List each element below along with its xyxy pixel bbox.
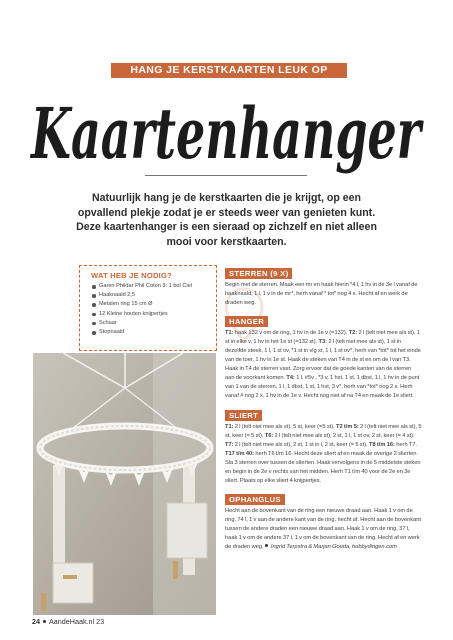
materials-item: Metalen ring 15 cm Ø [91,300,210,309]
section-heading-sliert: SLIERT [225,410,262,421]
ophanglus-text: Hecht aan de bovenkant van de ring een nieuwe draad aan. Haak 1 v om de ring, 74 l, 1 v aan de andere kant van de ring, hecht af. Hecht aan de bovenkant tussen de andere draden een nieuwe draad aan. Haak 1 v om de ring, 37 l, haak 1 v om de andere 37 l, 1 v om de bovenkant van de ring. Hecht af en werk de draden weg. Ingrid Terpstra & Marjan Gouda, hobbydingen.com [225,507,421,551]
materials-box [79,265,217,351]
instructions-column [225,263,422,555]
card-hanger-illustration [33,353,216,615]
title-divider [145,175,307,176]
materials-item: Schaar [91,319,210,328]
section-heading-hanger: HANGER [225,316,268,327]
hanger-text: T1: haak 132 v om de ring, 1 hv in de 1e v (=132). T2: 2 l (telt niet mee als st), 1 st in elke v, 1 hv in het 1e st (=132 st). T3: 2 l (telt niet mee als st), 1 st in dezelfde steek, 1 l, 1 st ov, *1 st in vlg st, 1 l, 1 st ov*, herh van *tot* tot het einde van de toer, 1 hv in 1e st. Haak de steken van T4 in de st en om de l van T3. Haak in T4 de sterren vast. Zorg ervoor dat de goede kanten van de sterren aan de voorkant komen. T4: 1 l, #5v , *3 v, 1 hst, 1 st, 1 dbst, 1 l, 1 hv in de punt van 1 van de sterren, 1 l, 1 dbst, 1 st, 1 hst, 3 v*, herh van *tot* nog 2 x. Herh vanaf # nog 2 x, 1 hv in de 1e v. Hecht nog niet af na T4 en maak de 1e sliert. [225,330,421,400]
intro-paragraph: Natuurlijk hang je de kerstkaarten die je krijgt, op een opvallend plekje zodat je er steeds weer van genieten kunt. Deze kaartenhanger is een sieraad op zichzelf en niet alleen mooi voor kerstkaarten. [76,192,377,248]
page-footer [32,617,104,626]
page-number: 24 [32,617,40,626]
footer-source: AandeHaak.nl 23 [49,617,105,626]
svg-text:Kaartenhanger: Kaartenhanger [29,92,425,175]
materials-heading: WAT HEB JE NODIG? [91,271,172,280]
credit-line: Ingrid Terpstra & Marjan Gouda, hobbydingen.com [270,544,397,551]
page-title [20,78,433,188]
product-photo [33,353,216,615]
bullet-icon [43,620,46,623]
materials-item: 12 Kleine houten knijpertjes [91,310,210,319]
end-mark-icon [265,544,268,547]
section-banner: HANG JE KERSTKAARTEN LEUK OP [111,63,347,78]
materials-item: Stopnaald [91,328,210,337]
materials-list [91,282,210,337]
sterren-text: Begin met de sterren. Maak een mr en haak hierin *4 l, 1 hv in de 3e l vanaf de haaknaald, 1 l, 1 v in de mr*, herh vanaf * tot* nog 4 x. Hecht af en werk de draden weg. [225,282,418,307]
materials-item: Garen Phildar Phil Coton 3: 1 bol Ciel [91,282,210,291]
section-heading-sterren: STERREN (9 X) [225,268,292,279]
sliert-text: T1: 2 l (telt niet mee als st), 5 st, keer (=5 st). T2 t/m 5: 2 l (telt niet mee als st), 5 st, keer (= 5 st). T6: 2 l (telt niet mee als st), 2 st, 1 l, 1 st ov, 2 st, keer (= 4 st). T7: 2 l (telt niet mee als st), 2 st, 1 st in l, 2 st, keer (= 5 st). T8 t/m 16: herh T7. T17 t/m 40: herh T6 t/m 16. Hecht deze sliert af en maak de overige 2 slierten. Sla 3 sterren over tussen de slierten. Haak vervolgens in de 5 middelste steken en begin in de 2e v rechts van het midden. Herh T1 t/m 40 voor de 2e en 3e sliert. Plaats op elke sliert 4 knijpertjes. [225,423,422,484]
section-heading-ophanglus: OPHANGLUS [225,494,285,505]
materials-item: Haaknaald 2,5 [91,291,210,300]
